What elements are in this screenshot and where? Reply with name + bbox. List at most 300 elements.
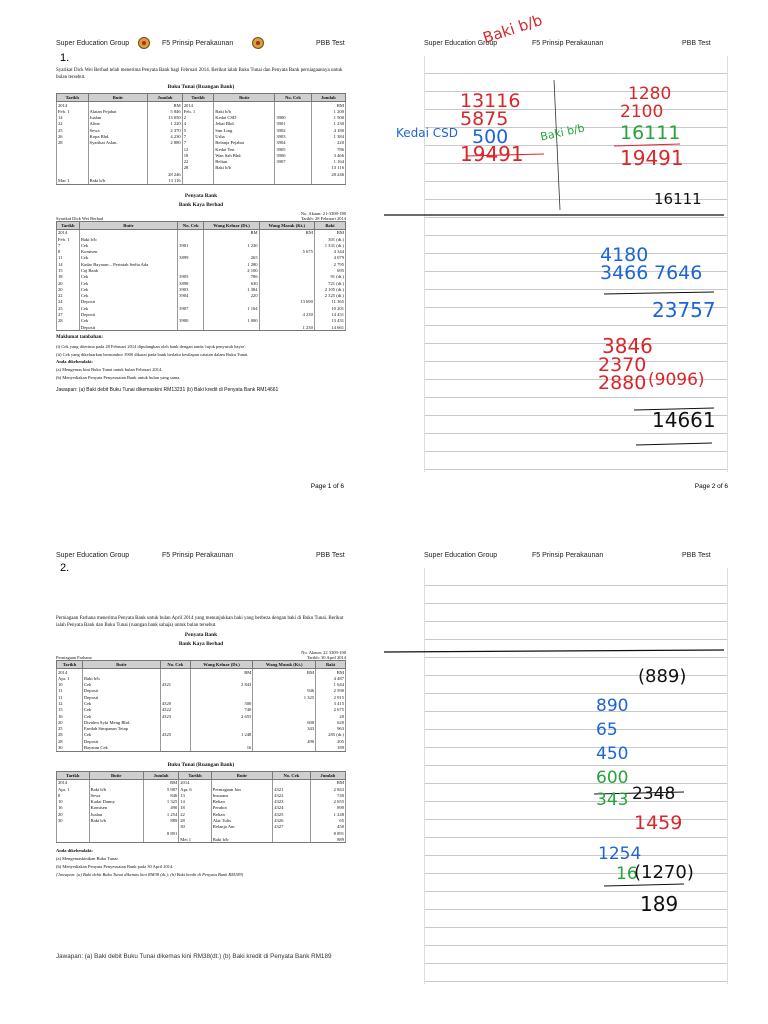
- table-cell: Deposit: [82, 688, 160, 694]
- table-cell: 3899: [178, 255, 204, 261]
- handwritten-figure: Baki b/b: [480, 10, 545, 48]
- table-cell: Kadai Danny: [89, 799, 143, 805]
- table-cell: 4 230: [148, 133, 182, 139]
- table-cell: Apr. 6: [179, 786, 212, 792]
- table-cell: 740: [310, 792, 345, 798]
- table-cell: 301 (dt.): [314, 236, 345, 242]
- table-cell: 1 230: [259, 324, 314, 331]
- column-header: Tarikh: [182, 94, 214, 102]
- table-cell: 20: [57, 286, 80, 292]
- statement-date: Tarikh: 30 April 2014: [306, 655, 346, 660]
- page-number: Page 2 of 6: [694, 483, 728, 490]
- table-cell: 3 415: [316, 700, 346, 706]
- table-row: [57, 229, 346, 236]
- table-cell: RM: [311, 102, 345, 109]
- table-cell: [160, 744, 190, 751]
- table-cell: Jebat Bhd.: [214, 121, 275, 127]
- tasks-title: Anda dikehendaki:: [56, 359, 93, 365]
- table-cell: 4323: [273, 799, 310, 805]
- handwritten-figure: 189: [640, 892, 679, 916]
- table-cell: Cek: [79, 280, 177, 286]
- table-cell: 889: [310, 836, 345, 843]
- handwritten-figure: 19491: [460, 142, 524, 166]
- table-cell: Feb. 1: [182, 108, 214, 114]
- table-cell: 5 987: [143, 786, 178, 792]
- table-cell: Mac 1: [57, 177, 89, 184]
- table-cell: 28: [57, 140, 89, 146]
- table-cell: 20: [57, 719, 83, 725]
- table-cell: Cek: [82, 713, 160, 719]
- table-cell: 15: [57, 707, 83, 713]
- table-cell: 740: [190, 707, 253, 713]
- table-cell: 3903: [275, 133, 311, 139]
- table-cell: 3900: [275, 115, 311, 121]
- bank-statement-table: [56, 221, 346, 332]
- table-cell: RM: [316, 669, 346, 676]
- question-1-document: [56, 68, 346, 395]
- column-header: Wang Masuk (Kt.): [253, 661, 316, 669]
- bank-statement-table: [56, 660, 346, 752]
- table-cell: Baki b/b: [89, 817, 143, 823]
- header-left: Super Education Group: [56, 40, 130, 47]
- table-cell: 1 325: [253, 694, 316, 700]
- column-header: No. Cek: [178, 221, 204, 229]
- table-row: [57, 177, 346, 184]
- table-cell: Cek: [82, 700, 160, 706]
- table-cell: 2 880: [148, 140, 182, 146]
- table-cell: 13 116: [311, 165, 345, 171]
- column-header: Baki: [316, 661, 346, 669]
- table-cell: 2 655: [190, 713, 253, 719]
- table-cell: Deposit: [82, 694, 160, 700]
- table-cell: 13: [179, 792, 212, 798]
- statement-bank: Bank Kaya Berhad: [178, 641, 224, 647]
- table-cell: 28: [179, 817, 212, 823]
- table-cell: 14: [57, 261, 80, 267]
- table-cell: [82, 669, 160, 676]
- table-cell: 3 466: [311, 152, 345, 158]
- table-cell: [57, 836, 90, 843]
- table-cell: Perabot: [211, 805, 272, 811]
- table-cell: Jualan: [89, 811, 143, 817]
- table-cell: 18: [179, 805, 212, 811]
- table-cell: 1 230: [204, 242, 259, 248]
- handwritten-figure: 2880: [598, 372, 647, 394]
- handwritten-figure: 13116: [460, 90, 521, 112]
- table-cell: 630: [204, 280, 259, 286]
- handwritten-figure: 890: [596, 696, 629, 716]
- table-row: [57, 102, 346, 109]
- table-cell: Kadar Bayaran – Perintah Sedia Ada: [79, 261, 177, 267]
- extra-info-2: (ii) Cek yang dikeluarkan bernombor 3900 dikarai pada bank berlaku kesilapan catatan dalam Buku Tunai.: [56, 351, 249, 357]
- handwritten-figure: 16111: [654, 190, 702, 208]
- table-cell: 946: [253, 688, 316, 694]
- table-cell: [89, 836, 143, 843]
- table-cell: [273, 779, 310, 786]
- table-cell: 24: [57, 299, 80, 305]
- handwritten-figure: 5875: [460, 108, 509, 130]
- table-cell: 4: [182, 121, 214, 127]
- school-logo-icon: [252, 37, 264, 49]
- table-cell: 20: [57, 811, 90, 817]
- column-header: No. Cek: [273, 771, 310, 779]
- table-cell: Komisen: [79, 249, 177, 255]
- table-cell: [204, 324, 259, 331]
- table-cell: 2 655: [310, 799, 345, 805]
- table-cell: Apr. 1: [57, 675, 83, 681]
- statement-title: Penyata Bank: [184, 192, 218, 199]
- table-cell: Baki b/b: [82, 675, 160, 681]
- question-number: 1.: [60, 52, 70, 64]
- table-cell: Baki b/b: [89, 786, 143, 792]
- table-cell: 3901: [178, 242, 204, 248]
- table-cell: Deposit: [79, 324, 177, 331]
- table-cell: 1 500: [311, 115, 345, 121]
- statement-bank: Bank Kaya Berhad: [178, 201, 224, 208]
- school-logo-icon: [138, 37, 150, 49]
- page-3: [0, 512, 384, 1024]
- handwritten-figure: 1280: [628, 84, 672, 104]
- table-cell: 721 (dt.): [314, 280, 345, 286]
- table-cell: 15: [57, 267, 80, 273]
- handwritten-figure: 500: [472, 126, 509, 148]
- table-cell: Feb. 1: [57, 108, 89, 114]
- column-header: Tarikh: [57, 94, 89, 102]
- handwritten-figure: 16111: [620, 122, 681, 144]
- table-cell: 1 248: [190, 732, 253, 738]
- table-cell: 13 050: [148, 115, 182, 121]
- table-cell: 3907: [178, 305, 204, 311]
- table-cell: Baki b/b: [214, 165, 275, 171]
- table-cell: 18: [182, 152, 214, 158]
- table-cell: 65: [310, 817, 345, 823]
- column-header: Tarikh: [57, 771, 90, 779]
- column-header: Tarikh: [57, 221, 80, 229]
- table-cell: 8: [57, 792, 90, 798]
- table-cell: Baki b/b: [79, 236, 177, 242]
- table-cell: [214, 102, 275, 109]
- table-cell: 25: [57, 305, 80, 311]
- table-cell: 450: [310, 824, 345, 830]
- table-cell: [143, 836, 178, 843]
- table-cell: 11: [57, 688, 83, 694]
- table-cell: [253, 744, 316, 751]
- table-row: [57, 744, 346, 751]
- table-cell: 846: [143, 792, 178, 798]
- handwritten-figure: 16: [616, 864, 638, 884]
- table-cell: 1 248: [310, 811, 345, 817]
- table-cell: 2 795: [314, 261, 345, 267]
- table-cell: 2 105 (dt.): [314, 286, 345, 292]
- page-1: [0, 0, 384, 512]
- column-header: Jumlah: [148, 94, 182, 102]
- header-left: Super Education Group: [56, 552, 130, 559]
- header-left: Super Education Group: [424, 40, 498, 47]
- table-cell: 10: [57, 682, 83, 688]
- table-cell: 28 246: [311, 171, 345, 177]
- table-cell: 4321: [273, 786, 310, 792]
- table-cell: Insurans: [211, 792, 272, 798]
- table-cell: Belian: [211, 811, 272, 817]
- table-cell: 695: [314, 267, 345, 273]
- table-cell: 7: [182, 133, 214, 139]
- column-header: Butir: [214, 94, 275, 102]
- header-right: PBB Test: [682, 552, 711, 559]
- header-center: F5 Prinsip Perakaunan: [532, 40, 604, 47]
- table-cell: 30: [57, 744, 83, 751]
- table-cell: 1 200: [311, 108, 345, 114]
- table-row: [57, 324, 346, 331]
- header-center: F5 Prinsip Perakaunan: [532, 552, 604, 559]
- handwritten-figure: 450: [596, 744, 629, 764]
- table-cell: RM: [143, 779, 178, 786]
- table-cell: 16: [57, 713, 83, 719]
- table-cell: RM: [314, 229, 345, 236]
- table-cell: 22: [179, 811, 212, 817]
- table-cell: 28: [57, 738, 83, 744]
- table-cell: 3902: [275, 127, 311, 133]
- table-cell: 220: [311, 140, 345, 146]
- table-cell: 10 201: [314, 305, 345, 311]
- table-cell: 4 180: [311, 127, 345, 133]
- table-cell: 205: [316, 738, 346, 744]
- handwritten-figure: 2100: [620, 102, 664, 122]
- table-cell: Dividen Sykt Meng Bhd.: [82, 719, 160, 725]
- handwritten-figure: Baki b/b: [539, 121, 586, 144]
- table-cell: RM: [148, 102, 182, 109]
- company-name: Perniagaan Farhana: [56, 655, 92, 660]
- column-header: Jumlah: [311, 94, 345, 102]
- task-b: (b) Menyediakan Penyata Penyesuaian Bank untuk bulan yang sama.: [56, 375, 181, 381]
- table-cell: 500: [190, 700, 253, 706]
- question-intro: Syarikat Dick Wei Berhad telah menerima Penyata Bank bagi Februari 2014. Berikut ialah Buku Tunai dan Penyata Bank perniagaannya untuk bulan tersebut.: [56, 68, 343, 80]
- table-cell: [88, 102, 148, 109]
- table-cell: Usha: [214, 133, 275, 139]
- table-cell: 2014: [57, 229, 80, 236]
- header-center: F5 Prinsip Perakaunan: [162, 40, 234, 47]
- statement-date: Tarikh: 28 Februari 2014: [300, 215, 346, 221]
- table-cell: 4325: [273, 811, 310, 817]
- table-cell: RM: [310, 779, 345, 786]
- table-cell: Baki b/b: [88, 177, 148, 184]
- table-cell: Faedah Simpanan Tetap: [82, 726, 160, 732]
- handwritten-figure: 3466: [600, 262, 649, 284]
- handwritten-figure: 600: [596, 768, 629, 788]
- table-cell: Sewa: [88, 127, 148, 133]
- table-cell: 4325: [160, 732, 190, 738]
- handwritten-figure: 343: [596, 790, 629, 810]
- handwritten-figure: 4180: [600, 244, 649, 266]
- table-cell: Cek: [79, 305, 177, 311]
- table-cell: 4 487: [316, 675, 346, 681]
- table-cell: Deposit: [79, 311, 177, 317]
- table-cell: Deposit: [79, 299, 177, 305]
- table-cell: [178, 229, 204, 236]
- task-a: (a) Mengemaskinikan Buku Tunai.: [56, 856, 119, 862]
- table-cell: 2014: [182, 102, 214, 109]
- table-cell: 5 846: [148, 108, 182, 114]
- table-row: [57, 779, 346, 786]
- table-cell: 28: [57, 318, 80, 324]
- table-cell: [214, 177, 275, 184]
- header-right: PBB Test: [316, 552, 345, 559]
- table-cell: 4323: [160, 713, 190, 719]
- table-cell: 490: [253, 738, 316, 744]
- table-cell: 25: [57, 127, 89, 133]
- table-cell: 620: [316, 719, 346, 725]
- header-right: PBB Test: [316, 40, 345, 47]
- header-center: F5 Prinsip Perakaunan: [162, 552, 234, 559]
- table-cell: RM: [190, 669, 253, 676]
- table-cell: Mei 1: [179, 836, 212, 843]
- table-cell: 10: [57, 799, 90, 805]
- table-cell: Belian: [211, 799, 272, 805]
- table-cell: Feb. 1: [57, 236, 80, 242]
- handwritten-figure: (889): [638, 666, 687, 687]
- table-cell: Cek: [79, 318, 177, 324]
- statement-title: Penyata Bank: [184, 632, 218, 638]
- table-cell: [79, 229, 177, 236]
- table-cell: Cek: [79, 286, 177, 292]
- table-cell: 963: [316, 726, 346, 732]
- table-cell: [57, 324, 80, 331]
- column-header: Baki: [314, 221, 345, 229]
- table-cell: 2014: [57, 102, 89, 109]
- table-cell: 786: [204, 274, 259, 280]
- table-cell: 7: [182, 140, 214, 146]
- table-cell: 30: [179, 824, 212, 830]
- table-cell: 2: [182, 115, 214, 121]
- tasks-title: Anda dikehendaki:: [56, 848, 93, 854]
- table-cell: 2014: [179, 779, 212, 786]
- table-cell: 28: [182, 165, 214, 171]
- table-cell: 18: [57, 274, 80, 280]
- table-cell: 4320: [160, 700, 190, 706]
- table-cell: 22: [57, 121, 89, 127]
- table-cell: 4324: [273, 805, 310, 811]
- table-cell: 13 690: [259, 299, 314, 305]
- table-cell: 4327: [273, 824, 310, 830]
- table-cell: 265: [204, 255, 259, 261]
- column-header: Butir: [89, 771, 143, 779]
- table-cell: Sun Ling: [214, 127, 275, 133]
- table-cell: [178, 324, 204, 331]
- table-cell: Belanja Pejabat: [214, 140, 275, 146]
- table-cell: 3900: [178, 318, 204, 324]
- handwritten-figure: 1254: [598, 844, 642, 864]
- table-cell: Cek: [79, 255, 177, 261]
- handwritten-figure: Kedai CSD: [396, 126, 459, 140]
- table-cell: 16: [190, 744, 253, 751]
- table-cell: Belian: [214, 159, 275, 165]
- table-cell: 2 915: [316, 694, 346, 700]
- table-cell: 1 220: [148, 121, 182, 127]
- table-cell: Alatan Pejabat: [88, 108, 148, 114]
- table-cell: 2014: [57, 669, 83, 676]
- table-cell: 2014: [57, 779, 90, 786]
- table-cell: 3898: [178, 280, 204, 286]
- column-header: Tarikh: [57, 661, 83, 669]
- table-cell: Cek: [82, 707, 160, 713]
- question-2-document: [56, 616, 346, 880]
- question-number: 2.: [60, 562, 70, 574]
- table-cell: 11: [57, 694, 83, 700]
- table-cell: 5 675: [259, 249, 314, 255]
- table-cell: 4 344: [314, 249, 345, 255]
- table-cell: 3901: [275, 121, 311, 127]
- table-cell: 14 661: [314, 324, 345, 331]
- table-cell: [182, 177, 214, 184]
- table-cell: [273, 836, 310, 843]
- table-cell: Baki b/b: [211, 836, 272, 843]
- table-cell: Baki b/b: [214, 108, 275, 114]
- handwritten-figure: 2370: [598, 354, 647, 376]
- table-cell: 3906: [275, 152, 311, 158]
- account-number: No. Akaun: 21-3308-180: [300, 210, 346, 216]
- table-cell: 1 384: [311, 133, 345, 139]
- table-cell: 343: [253, 726, 316, 732]
- table-cell: 22: [182, 159, 214, 165]
- column-header: Wang Keluar (Dt.): [190, 661, 253, 669]
- table-cell: 1 331 (dt.): [314, 242, 345, 248]
- table-cell: 220: [204, 292, 259, 298]
- header-right: PBB Test: [682, 40, 711, 47]
- table-cell: 3904: [178, 292, 204, 298]
- question-intro: Perniagaan Farhana menerima Penyata Bank untuk bulan April 2014 yang menunjukkan baki yang berbeza dengan baki di Buku Tunai. Berikut ialah Penyata Bank dan Buku Tunai (ruangan bank sahaja) untuk bulan tersebut.: [56, 616, 344, 628]
- table-cell: 25: [57, 726, 83, 732]
- handwritten-figure: 19491: [620, 146, 684, 170]
- table-cell: Cek: [79, 242, 177, 248]
- answer-line: Jawapan: (a) Baki debit Buku Tunai dikemas kini RM38(dt.) (b) Baki kredit di Penyata Bank RM189: [56, 953, 332, 960]
- table-cell: 490: [143, 805, 178, 811]
- table-cell: 5: [182, 127, 214, 133]
- table-cell: 20: [57, 280, 80, 286]
- table-cell: [275, 177, 311, 184]
- table-cell: 2 325 (dt.): [314, 292, 345, 298]
- column-header: No. Cek: [160, 661, 190, 669]
- table-cell: RM: [204, 229, 259, 236]
- table-cell: 786: [311, 146, 345, 152]
- handwritten-figure: 14661: [652, 408, 716, 432]
- table-cell: Wan Sah Bhd.: [214, 152, 275, 158]
- page-2: [384, 0, 768, 512]
- handwritten-figure: 1459: [634, 812, 683, 834]
- table-cell: 2 370: [148, 127, 182, 133]
- table-cell: 12: [182, 146, 214, 152]
- table-cell: Apr. 1: [57, 786, 90, 792]
- table-row: [57, 836, 346, 843]
- table-cell: [89, 779, 143, 786]
- table-cell: 11: [57, 255, 80, 261]
- table-cell: 7: [57, 242, 80, 248]
- handwritten-figure: 7646: [654, 262, 703, 284]
- handwritten-figure: (1270): [634, 862, 694, 883]
- column-header: Wang Keluar (Dt.): [204, 221, 259, 229]
- table-cell: 1 164: [204, 305, 259, 311]
- page-4: [384, 512, 768, 1024]
- table-cell: 3904: [275, 140, 311, 146]
- table-cell: Cek: [79, 274, 177, 280]
- handwritten-figure: 2348: [632, 784, 676, 804]
- table-cell: [211, 779, 272, 786]
- table-cell: 890: [310, 805, 345, 811]
- table-cell: 189: [316, 744, 346, 751]
- handwritten-figure: 23757: [652, 298, 716, 322]
- table-cell: Alat Tulis: [211, 817, 272, 823]
- table-cell: [160, 669, 190, 676]
- answer-line: Jawapan: (a) Baki debit Buku Tunai dikemaskini RM13231 (b) Baki kredit di Penyata Bank RM14661: [56, 386, 279, 393]
- table-cell: 4322: [273, 792, 310, 798]
